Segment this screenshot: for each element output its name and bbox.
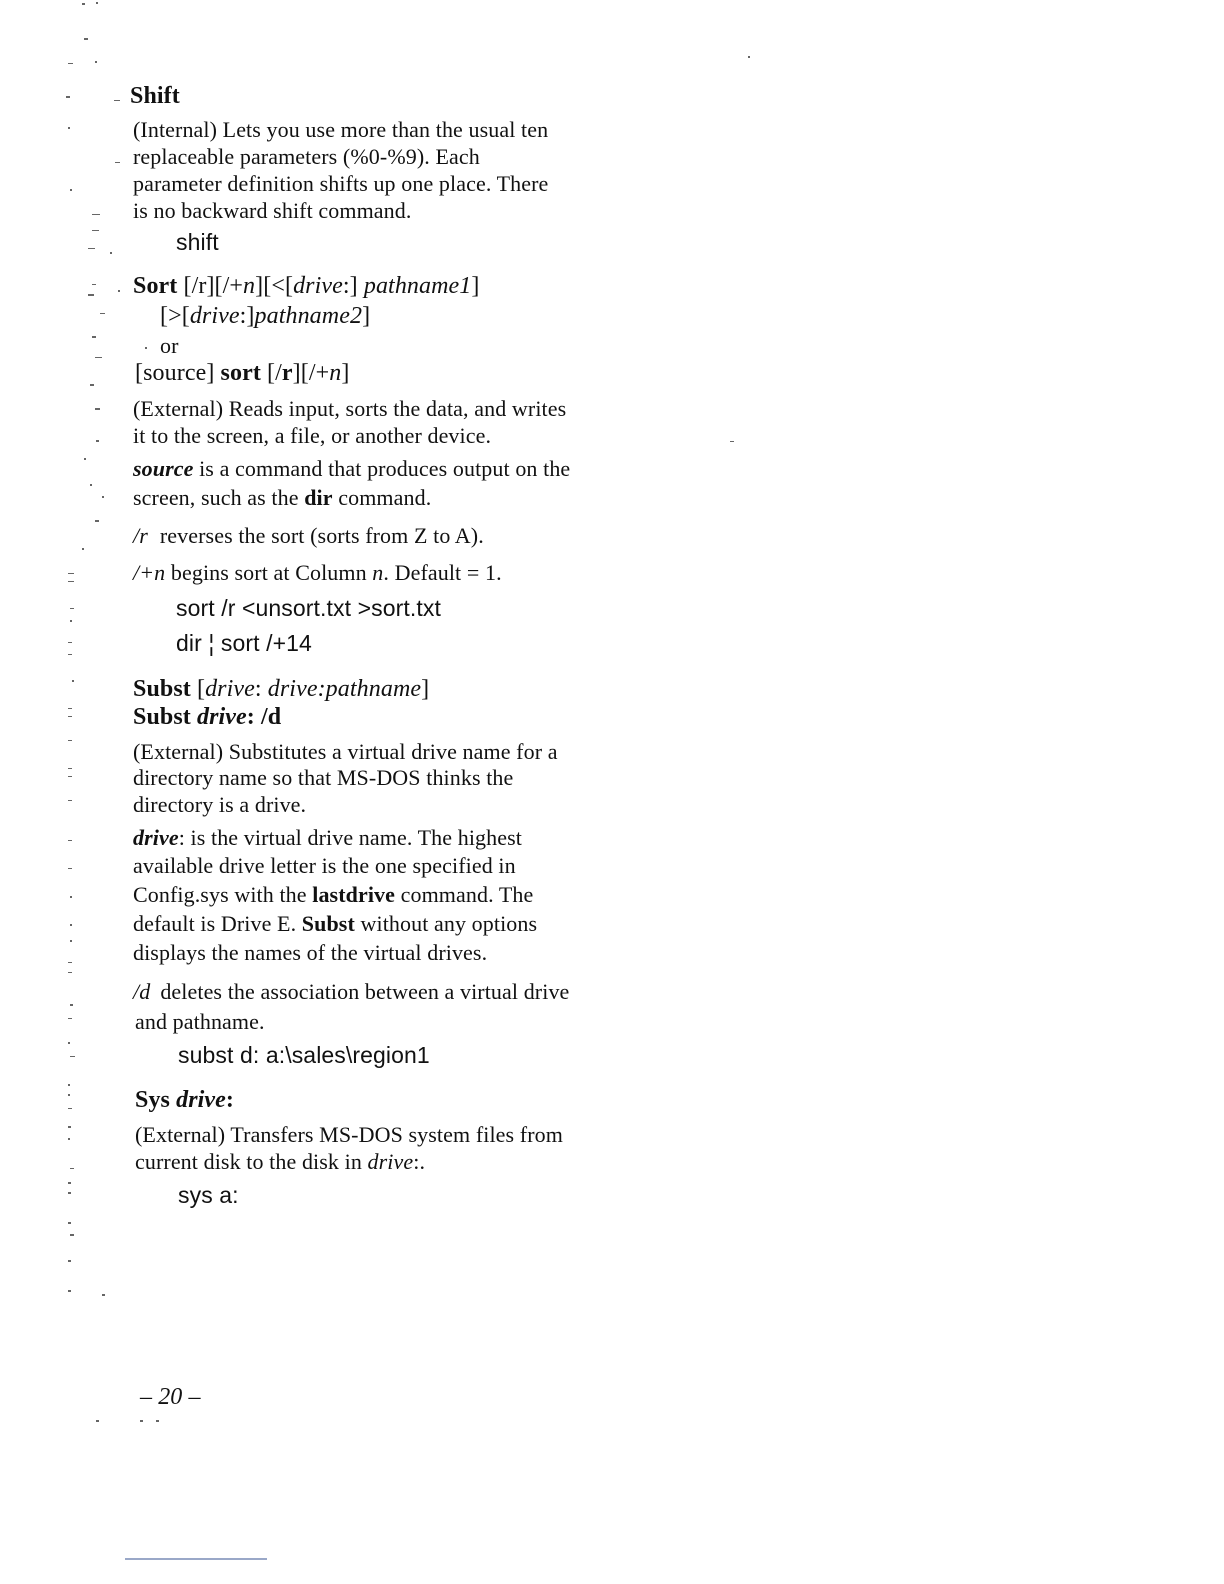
sort-syntax-drive: drive (189, 303, 240, 329)
subst-d-desc: deletes the association between a virtual drive (160, 979, 570, 1004)
sort-example-1: sort /r <unsort.txt >sort.txt (176, 595, 441, 621)
subst-lastdrive-term: lastdrive (312, 882, 396, 907)
subst-drive-line-1 (133, 825, 522, 851)
sys-desc-line-1: (External) Transfers MS-DOS system files from (135, 1122, 563, 1147)
sort-r-desc: reverses the sort (sorts from Z to A). (159, 523, 484, 548)
sort-n-flag: /+ (133, 560, 155, 585)
subst-drive-text: Config.sys with the (133, 882, 313, 907)
subst-syntax-drivepath: drive:pathname (267, 676, 422, 702)
sort-syntax-text: ] (471, 273, 480, 299)
shift-desc-line-1: (Internal) Lets you use more than the usual ten (133, 117, 549, 142)
sort-syntax-text: :] (342, 273, 364, 299)
subst-command: Subst (301, 911, 355, 936)
sort-syntax-drive: drive (293, 273, 343, 299)
subst-drive-text: : is the virtual drive name. The highest (178, 825, 522, 850)
sort-source-line-1 (133, 456, 570, 482)
sort-syntax-r: r (281, 360, 293, 386)
subst-syntax-d: : /d (246, 704, 282, 730)
sort-syntax-text: ] (362, 303, 371, 329)
sort-syntax-text: ][/+ (292, 360, 330, 386)
subst-drive-text: without any options (354, 911, 538, 936)
sort-desc-line-1: (External) Reads input, sorts the data, and writes (133, 396, 567, 421)
subst-command: Subst (133, 676, 191, 702)
sort-syntax-line-3 (135, 360, 349, 386)
subst-d-flag: /d (133, 979, 151, 1004)
subst-d-option-line-1 (133, 979, 569, 1005)
sys-desc-text: :. (413, 1149, 426, 1174)
subst-drive-line-4 (133, 911, 537, 937)
shift-desc-line-4: is no backward shift command. (133, 198, 412, 223)
subst-syntax-drive: drive (196, 704, 247, 730)
subst-drive-line-2: available drive letter is the one specified in (133, 853, 516, 878)
sort-syntax-line-1 (133, 273, 480, 299)
subst-drive-term: drive (133, 825, 179, 850)
subst-syntax-text: [ (190, 676, 206, 702)
sort-command: Sort (133, 273, 178, 299)
sort-syntax-text: [/ (260, 360, 282, 386)
subst-syntax-text: : (254, 676, 268, 702)
sort-syntax-line-2 (160, 303, 370, 329)
sort-n-option (133, 560, 502, 586)
sort-syntax-pathname2: pathname2 (254, 303, 363, 329)
sys-desc-text: current disk to the disk in (135, 1149, 368, 1174)
subst-syntax-line-2 (133, 704, 281, 730)
sort-source-term: source (133, 456, 194, 481)
sys-example: sys a: (178, 1182, 239, 1208)
sort-command: sort (220, 360, 261, 386)
sort-example-2: dir ¦ sort /+14 (176, 630, 312, 656)
subst-d-option-line-2: and pathname. (135, 1009, 265, 1034)
sort-n-desc: begins sort at Column (165, 560, 373, 585)
sort-syntax-text: [>[ (160, 303, 190, 329)
subst-drive-line-5: displays the names of the virtual drives. (133, 940, 488, 965)
sort-source-text: screen, such as the (133, 485, 305, 510)
sort-syntax-text: :] (239, 303, 255, 329)
sys-desc-line-2 (135, 1149, 425, 1175)
subst-syntax-line-1 (133, 676, 429, 702)
subst-desc-line-3: directory is a drive. (133, 792, 307, 817)
sort-dir-term: dir (304, 485, 333, 510)
sort-source-text: is a command that produces output on the (193, 456, 571, 481)
sort-desc-line-2: it to the screen, a file, or another device. (133, 423, 492, 448)
subst-syntax-drive: drive (205, 676, 255, 702)
sort-r-flag: /r (133, 523, 148, 548)
shift-desc-line-2: replaceable parameters (%0-%9). Each (133, 144, 480, 169)
sys-syntax-drive: drive (176, 1087, 226, 1113)
sort-syntax-text: ] (206, 360, 221, 386)
subst-drive-text: command. The (395, 882, 534, 907)
sys-syntax (135, 1087, 234, 1113)
subst-syntax-text: ] (421, 676, 430, 702)
subst-example: subst d: a:\sales\region1 (178, 1042, 430, 1068)
shift-desc-line-3: parameter definition shifts up one place. There (133, 171, 549, 196)
sort-or: or (160, 333, 179, 358)
sort-n-flag: n (154, 560, 166, 585)
sort-syntax-text: [source (135, 360, 207, 386)
sys-desc-drive: drive (367, 1149, 414, 1174)
sort-n-desc: n (372, 560, 384, 585)
sort-source-text: command. (332, 485, 432, 510)
sort-syntax-n: n (329, 360, 342, 386)
subst-drive-text: default is Drive E. (133, 911, 302, 936)
sys-command: Sys (135, 1087, 170, 1113)
sort-syntax-text: [/r][/+ (177, 273, 244, 299)
shift-heading: Shift (130, 83, 180, 109)
subst-drive-line-3 (133, 882, 533, 908)
sys-syntax-colon: : (225, 1087, 235, 1113)
sort-source-line-2 (133, 485, 431, 511)
shift-example: shift (176, 229, 219, 255)
subst-desc-line-1: (External) Substitutes a virtual drive name for a (133, 739, 558, 764)
sort-syntax-pathname1: pathname1 (363, 273, 472, 299)
sort-syntax-text: ] (341, 360, 350, 386)
sort-n-desc: . Default = 1. (383, 560, 502, 585)
sort-syntax-n: n (243, 273, 256, 299)
page-number: – 20 – (140, 1384, 201, 1410)
subst-command: Subst (133, 704, 191, 730)
subst-desc-line-2: directory name so that MS-DOS thinks the (133, 765, 514, 790)
sort-syntax-text: ][<[ (255, 273, 294, 299)
sort-r-option (133, 523, 484, 549)
